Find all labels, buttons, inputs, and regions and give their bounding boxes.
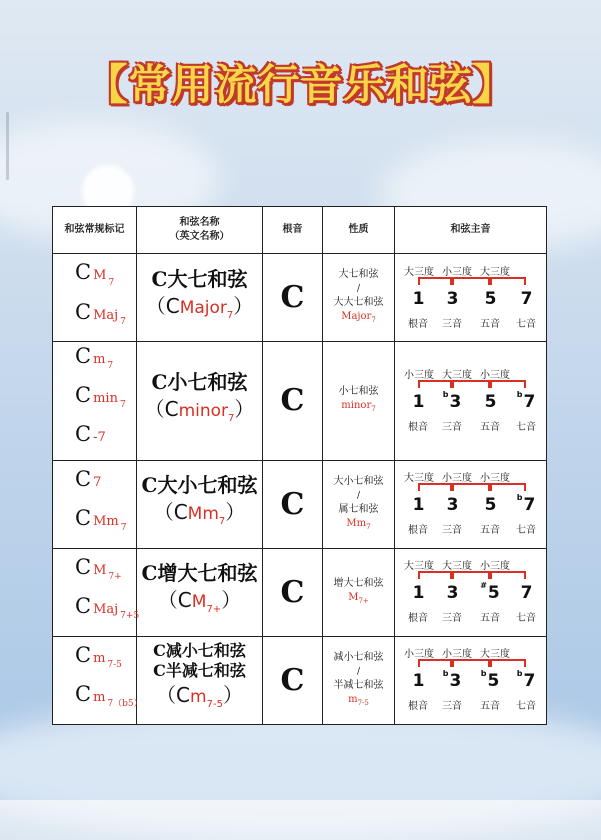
chord-name-en	[137, 292, 262, 330]
accidental: b	[442, 669, 449, 679]
nature-line: 增大七和弦	[333, 577, 384, 589]
interval-bracket	[418, 571, 452, 579]
scale-degree-number	[403, 671, 433, 691]
degree-digit: 7	[520, 583, 533, 604]
degree-label: 七音	[516, 701, 536, 713]
nature-symbol	[323, 693, 394, 710]
scale-degree-number	[475, 495, 505, 515]
notation-cell	[53, 254, 137, 342]
nature-line: 减小七和弦	[333, 651, 384, 663]
scale-degree-number	[511, 389, 541, 412]
degree-label: 三音	[442, 613, 462, 625]
notation-line	[75, 641, 136, 680]
notation-extension: 7	[107, 361, 114, 372]
nature-symbol-sub: 7+	[358, 596, 369, 605]
ename-sub: 7	[218, 516, 226, 528]
interval-label: 大三度	[404, 561, 434, 573]
interval-label: 小三度	[480, 369, 510, 381]
interval-bracket	[490, 483, 526, 491]
tones-diagram	[395, 358, 547, 444]
chord-name-cell	[137, 548, 263, 636]
ename-open: （C	[145, 293, 180, 318]
notation-quality: m	[93, 690, 106, 706]
interval-label: 小三度	[442, 649, 472, 661]
interval-label: 小三度	[480, 561, 510, 573]
interval-label: 大三度	[442, 369, 472, 381]
nature-line: /	[356, 490, 361, 501]
ename-text: m	[190, 687, 207, 708]
scale-degree-number	[437, 671, 467, 691]
chord-table	[52, 206, 547, 725]
notation-extension: 7	[120, 316, 126, 327]
notation-letter: C	[75, 506, 92, 531]
ename-text: Mm	[187, 504, 219, 525]
nature-line: 大小七和弦	[333, 475, 384, 487]
interval-bracket	[418, 277, 452, 285]
ename-close: ）	[233, 293, 254, 318]
tones-diagram	[395, 637, 547, 723]
notation-extension: 7	[108, 277, 115, 288]
degree-digit: 1	[412, 583, 425, 604]
notation-line	[75, 465, 136, 504]
notation-extension: 7+5	[120, 611, 140, 622]
nature-line: 属七和弦	[338, 503, 379, 515]
tones-cell	[395, 342, 547, 461]
ename-close: ）	[234, 396, 255, 421]
accidental: #	[480, 581, 487, 591]
degree-label: 五音	[480, 701, 500, 713]
notation-line	[75, 504, 136, 543]
scale-degree-number	[437, 495, 467, 515]
scale-degree-number	[437, 583, 467, 603]
scale-degree-number	[437, 289, 467, 309]
degree-digit: 3	[446, 495, 459, 516]
degree-digit: 7	[523, 391, 536, 412]
notation-quality: min	[93, 391, 118, 407]
interval-bracket	[452, 483, 490, 491]
interval-label: 大三度	[480, 649, 510, 661]
degree-label: 七音	[516, 318, 536, 330]
nature-line: /	[356, 666, 361, 677]
degree-digit: 1	[412, 671, 425, 692]
degree-label: 根音	[408, 525, 428, 537]
notation-letter: C	[75, 554, 92, 579]
ename-open: （C	[144, 396, 179, 421]
ename-close: ）	[225, 500, 246, 525]
notation-quality: 7	[93, 474, 102, 490]
scale-degree-number	[511, 289, 541, 309]
interval-bracket	[452, 659, 490, 667]
interval-label: 小三度	[442, 266, 472, 278]
nature-symbol	[323, 591, 394, 608]
notation-cell	[53, 342, 137, 461]
interval-bracket	[452, 380, 490, 388]
ename-close: ）	[222, 683, 243, 708]
ename-sub: 7+	[206, 604, 222, 616]
ename-text: minor	[178, 400, 229, 421]
interval-bracket	[418, 483, 452, 491]
degree-label: 根音	[408, 613, 428, 625]
root-cell: C	[263, 636, 323, 724]
nature-symbol-sub: 7	[366, 522, 371, 531]
tones-diagram	[395, 461, 547, 547]
nature-cell	[323, 636, 395, 724]
notation-quality: Maj	[93, 307, 119, 323]
accidental: b	[442, 389, 449, 399]
notation-quality: M	[93, 268, 107, 284]
scale-degree-number	[511, 495, 541, 515]
tones-cell	[395, 548, 547, 636]
notation-line	[75, 592, 140, 631]
nature-symbol-sub: 7-5	[357, 698, 369, 707]
ename-text: Major	[179, 297, 227, 318]
notation-quality: m	[93, 650, 106, 666]
interval-bracket	[490, 277, 526, 285]
interval-label: 小三度	[480, 473, 510, 485]
scale-degree-number	[475, 583, 505, 603]
accidental: b	[516, 389, 523, 399]
scale-degree-number	[475, 289, 505, 309]
degree-digit: 3	[449, 391, 462, 412]
degree-digit: 5	[484, 288, 497, 309]
nature-symbol	[323, 517, 394, 534]
header-name-line2: （英文名称）	[169, 231, 230, 242]
degree-label: 五音	[480, 525, 500, 537]
scroll-indicator	[6, 112, 9, 180]
scale-degree-number	[403, 495, 433, 515]
chord-name-cn: C减小七和弦	[153, 641, 246, 661]
nature-symbol-text: M	[348, 591, 359, 603]
chord-name-en	[137, 681, 262, 719]
interval-bracket	[490, 571, 526, 579]
chord-name-cn: C增大七和弦	[141, 561, 258, 586]
notation-extension: 7	[119, 400, 126, 411]
nature-cell	[323, 460, 395, 548]
degree-digit: 5	[484, 495, 497, 516]
interval-label: 大三度	[480, 266, 510, 278]
accidental: b	[480, 669, 487, 679]
ename-sub: 7	[228, 412, 235, 424]
degree-label: 五音	[480, 318, 500, 330]
notation-quality: M	[93, 562, 107, 578]
ename-open: （C	[156, 683, 191, 708]
nature-symbol	[323, 399, 394, 416]
interval-label: 大三度	[404, 473, 434, 485]
interval-bracket	[418, 380, 452, 388]
notation-line	[75, 420, 136, 459]
degree-digit: 5	[487, 583, 500, 604]
tones-cell	[395, 636, 547, 724]
notation-letter: C	[75, 422, 92, 447]
header-chord-name	[137, 207, 263, 254]
interval-label: 大三度	[442, 561, 472, 573]
chord-name-en	[137, 586, 262, 624]
degree-label: 三音	[442, 525, 462, 537]
degree-digit: 1	[412, 288, 425, 309]
interval-bracket	[418, 659, 452, 667]
notation-letter: C	[75, 466, 92, 491]
header-root: 根音	[263, 207, 323, 254]
chord-name-cell	[137, 636, 263, 724]
root-cell: C	[263, 342, 323, 461]
tones-cell	[395, 460, 547, 548]
tones-cell	[395, 254, 547, 342]
notation-letter: C	[75, 594, 92, 619]
degree-digit: 3	[449, 671, 462, 692]
notation-letter: C	[75, 299, 92, 324]
header-tones: 和弦主音	[395, 207, 547, 254]
ename-text: M	[191, 592, 207, 613]
scale-degree-number	[475, 392, 505, 412]
scale-degree-number	[475, 671, 505, 691]
ename-open: （C	[157, 588, 192, 613]
degree-label: 三音	[442, 421, 462, 433]
nature-symbol-text: Major	[341, 311, 372, 322]
nature-symbol-text: Mm	[346, 517, 367, 529]
notation-letter: C	[75, 383, 92, 408]
degree-digit: 3	[446, 288, 459, 309]
nature-cell	[323, 342, 395, 461]
nature-cell	[323, 254, 395, 342]
notation-cell	[53, 548, 140, 636]
notation-extension: 7	[120, 523, 127, 534]
nature-symbol	[323, 310, 394, 327]
notation-line	[75, 298, 136, 337]
chord-name-cell	[137, 342, 263, 461]
notation-cell	[53, 636, 143, 724]
notation-line	[75, 553, 136, 592]
interval-label: 小三度	[404, 369, 434, 381]
scale-degree-number	[511, 583, 541, 603]
chord-name-cell	[137, 460, 263, 548]
table-row	[53, 636, 547, 724]
nature-symbol-text: minor	[341, 400, 372, 412]
scale-degree-number	[403, 583, 433, 603]
notation-cell	[53, 460, 137, 548]
notation-quality: -7	[93, 430, 106, 446]
ename-open: （C	[153, 500, 188, 525]
notation-quality: Maj	[93, 602, 119, 618]
interval-bracket	[490, 380, 526, 388]
nature-symbol-sub: 7	[371, 316, 376, 324]
table-row	[53, 254, 547, 342]
degree-label: 七音	[516, 421, 536, 433]
degree-label: 根音	[408, 318, 428, 330]
table-row	[53, 548, 547, 636]
degree-digit: 7	[523, 495, 536, 516]
nature-line: 小七和弦	[338, 386, 379, 398]
ename-sub: 7	[226, 309, 234, 321]
degree-digit: 5	[487, 671, 500, 692]
notation-letter: C	[75, 682, 92, 707]
degree-digit: 1	[412, 495, 425, 516]
degree-label: 五音	[480, 421, 500, 433]
chord-name-cn: C大小七和弦	[141, 473, 258, 498]
degree-label: 五音	[480, 613, 500, 625]
chord-name-cell	[137, 254, 263, 342]
tones-diagram	[395, 255, 547, 341]
degree-label: 根音	[408, 701, 428, 713]
table-header-row	[53, 207, 547, 254]
notation-line	[75, 258, 136, 297]
interval-bracket	[452, 571, 490, 579]
notation-extension: 7（b5）	[107, 699, 143, 710]
notation-letter: C	[75, 344, 92, 368]
degree-digit: 3	[446, 583, 459, 604]
notation-quality: m	[93, 352, 106, 367]
nature-line: 半减七和弦	[333, 679, 384, 691]
degree-digit: 7	[520, 288, 533, 309]
degree-digit: 5	[484, 391, 497, 412]
degree-label: 七音	[516, 525, 536, 537]
notation-extension: 7-5	[107, 660, 122, 671]
degree-digit: 1	[412, 391, 425, 412]
degree-label: 根音	[408, 421, 428, 433]
notation-line	[75, 680, 143, 719]
interval-label: 小三度	[442, 473, 472, 485]
root-cell: C	[263, 460, 323, 548]
accidental: b	[516, 669, 523, 679]
degree-label: 三音	[442, 318, 462, 330]
nature-line: /	[356, 284, 361, 294]
notation-extension: 7+	[108, 572, 122, 583]
notation-line	[75, 381, 136, 420]
table-row	[53, 342, 547, 461]
header-name-line1: 和弦名称	[179, 217, 220, 228]
chord-name-cn: C大七和弦	[151, 266, 248, 291]
notation-line	[75, 342, 136, 381]
nature-symbol-text: m	[348, 693, 358, 705]
header-nature: 性质	[323, 207, 395, 254]
nature-line: 大大七和弦	[333, 297, 384, 308]
degree-label: 三音	[442, 701, 462, 713]
chord-name-en	[137, 498, 262, 536]
nature-symbol-sub: 7	[371, 405, 376, 414]
tones-diagram	[395, 549, 547, 635]
root-cell: C	[263, 548, 323, 636]
table-row	[53, 460, 547, 548]
interval-label: 大三度	[404, 266, 434, 278]
chord-name-cn: C小七和弦	[151, 369, 248, 394]
notation-letter: C	[75, 260, 92, 285]
degree-digit: 7	[523, 671, 536, 692]
nature-cell	[323, 548, 395, 636]
scale-degree-number	[403, 392, 433, 412]
interval-bracket	[490, 659, 526, 667]
scale-degree-number	[437, 389, 467, 412]
interval-label: 小三度	[404, 649, 434, 661]
page-title: 【常用流行音乐和弦】	[85, 60, 516, 109]
notation-quality: Mm	[93, 514, 119, 530]
scale-degree-number	[403, 289, 433, 309]
ename-close: ）	[221, 588, 242, 613]
ename-sub: 7-5	[206, 699, 223, 711]
root-cell: C	[263, 254, 323, 342]
chord-name-cn-alt: C半减七和弦	[153, 661, 246, 681]
accidental: b	[516, 493, 523, 503]
chord-name-en	[137, 395, 262, 433]
nature-line: 大七和弦	[338, 269, 379, 280]
notation-letter: C	[75, 642, 92, 667]
header-notation: 和弦常规标记	[53, 207, 137, 254]
scale-degree-number	[511, 671, 541, 691]
interval-bracket	[452, 277, 490, 285]
degree-label: 七音	[516, 613, 536, 625]
